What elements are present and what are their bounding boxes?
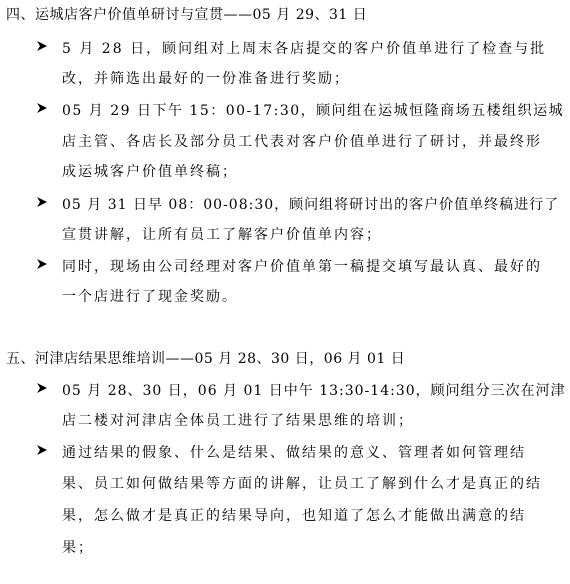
arrow-bullet-icon <box>33 379 51 397</box>
section-4-bullet-2-line-3: 成运城客户价值单终稿； <box>62 164 238 180</box>
arrow-bullet-icon <box>33 37 51 55</box>
section-5-bullet-2-line-1: 通过结果的假象、什么是结果、做结果的意义、管理者如何管理结 <box>62 445 526 461</box>
section-5-bullet-1-line-2: 店二楼对河津店全体员工进行了结果思维的培训； <box>62 413 414 429</box>
section-4-bullet-3-line-1: 05 月 31 日早 08：00-08:30，顾问组将研讨出的客户价值单终稿进行了 <box>62 197 560 213</box>
section-4-bullet-1-line-2: 改，并筛选出最好的一份准备进行奖励； <box>62 71 350 87</box>
section-4-heading: 四、运城店客户价值单研讨与宣贯——05 月 29、31 日 <box>6 7 368 23</box>
arrow-bullet-icon <box>33 255 51 273</box>
section-4-bullet-2-line-2: 店主管、各店长及部分员工代表对客户价值单进行了研讨，并最终形 <box>62 134 542 150</box>
section-5-bullet-2-line-2: 果、员工如何做结果等方面的讲解，让员工了解到什么才是真正的结 <box>62 476 542 492</box>
arrow-bullet-icon <box>33 441 51 459</box>
section-4-bullet-2-line-1: 05 月 29 日下午 15：00-17:30，顾问组在运城恒隆商场五楼组织运城 <box>62 103 565 119</box>
section-4-bullet-1-line-1: 5 月 28 日，顾问组对上周末各店提交的客户价值单进行了检查与批 <box>62 41 547 57</box>
section-4-bullet-4-line-2: 一个店进行了现金奖励。 <box>62 289 238 305</box>
section-5-heading: 五、河津店结果思维培训——05 月 28、30 日，06 月 01 日 <box>6 351 406 367</box>
arrow-bullet-icon <box>33 99 51 117</box>
section-5-bullet-2-line-3: 果，怎么做才是真正的结果导向，也知道了怎么才能做出满意的结 <box>62 508 526 524</box>
section-5-bullet-1-line-1: 05 月 28、30 日，06 月 01 日中午 13:30-14:30，顾问组分三次在河津 <box>62 383 566 399</box>
section-4-bullet-4-line-1: 同时，现场由公司经理对客户价值单第一稿提交填写最认真、最好的 <box>62 259 542 275</box>
section-4-bullet-3-line-2: 宣贯讲解，让所有员工了解客户价值单内容； <box>62 227 382 243</box>
arrow-bullet-icon <box>33 193 51 211</box>
section-5-bullet-2-line-4: 果； <box>62 540 94 556</box>
